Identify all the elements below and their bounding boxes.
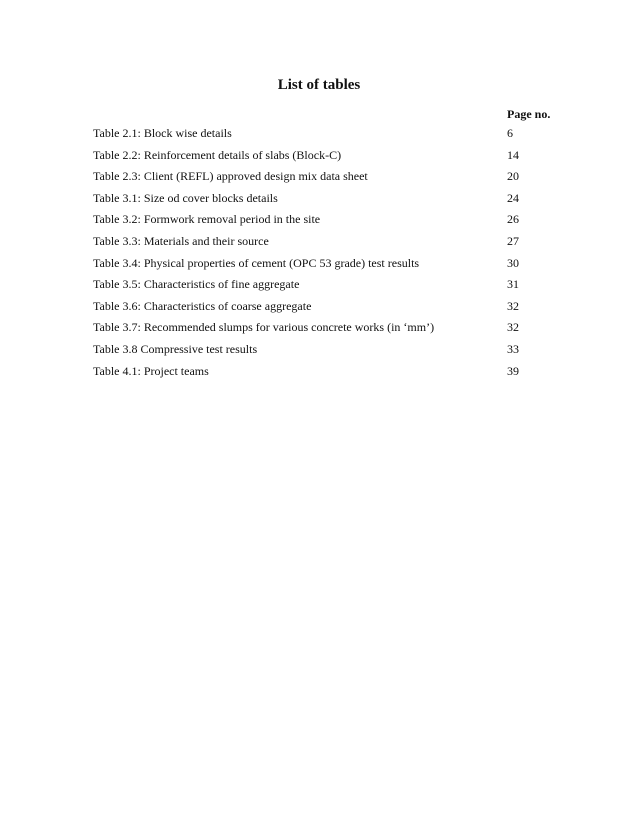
list-item	[93, 296, 533, 318]
table-entry-label: Table 3.8 Compressive test results	[93, 341, 258, 356]
list-item	[93, 166, 533, 188]
list-item	[93, 339, 533, 361]
list-item	[93, 188, 533, 210]
table-entry-label: Table 2.2: Reinforcement details of slabs (Block-C)	[93, 147, 342, 162]
table-entry-label: Table 2.1: Block wise details	[93, 126, 232, 140]
table-entry-page-number: 39	[507, 363, 519, 378]
table-entry-page-number: 14	[507, 147, 519, 162]
list-item	[93, 145, 533, 167]
table-entry-page-number: 24	[507, 190, 519, 205]
table-entry-page-number: 31	[507, 277, 519, 292]
table-entry-label: Table 3.5: Characteristics of fine aggregate	[93, 277, 300, 292]
table-entry-page-number: 20	[507, 169, 519, 184]
table-entry-label: Table 3.3: Materials and their source	[93, 233, 269, 248]
list-of-tables	[93, 123, 533, 382]
table-entry-page-number: 32	[507, 320, 519, 335]
table-entry-label: Table 4.1: Project teams	[93, 363, 209, 378]
table-entry-page-number: 32	[507, 298, 519, 313]
table-entry-label: Table 3.2: Formwork removal period in the site	[93, 212, 321, 227]
table-entry-label: Table 3.7: Recommended slumps for various concrete works (in ‘mm’)	[93, 320, 435, 335]
list-item	[93, 361, 533, 383]
table-entry-label: Table 3.1: Size od cover blocks details	[93, 190, 278, 205]
list-item	[93, 317, 533, 339]
table-entry-page-number: 33	[507, 341, 519, 356]
table-entry-page-number: 26	[507, 212, 519, 227]
list-item	[93, 123, 533, 145]
table-entry-label: Table 2.3: Client (REFL) approved design mix data sheet	[93, 169, 368, 184]
table-entry-label: Table 3.6: Characteristics of coarse aggregate	[93, 298, 312, 313]
list-item	[93, 209, 533, 231]
list-item	[93, 231, 533, 253]
table-entry-page-number: 27	[507, 233, 519, 248]
page-number-column-header: Page no.	[507, 107, 551, 121]
page-title: List of tables	[277, 77, 361, 93]
table-entry-page-number: 6	[507, 126, 513, 140]
table-entry-page-number: 30	[507, 255, 519, 270]
list-item	[93, 274, 533, 296]
list-item	[93, 253, 533, 275]
table-entry-label: Table 3.4: Physical properties of cement (OPC 53 grade) test results	[93, 255, 420, 270]
